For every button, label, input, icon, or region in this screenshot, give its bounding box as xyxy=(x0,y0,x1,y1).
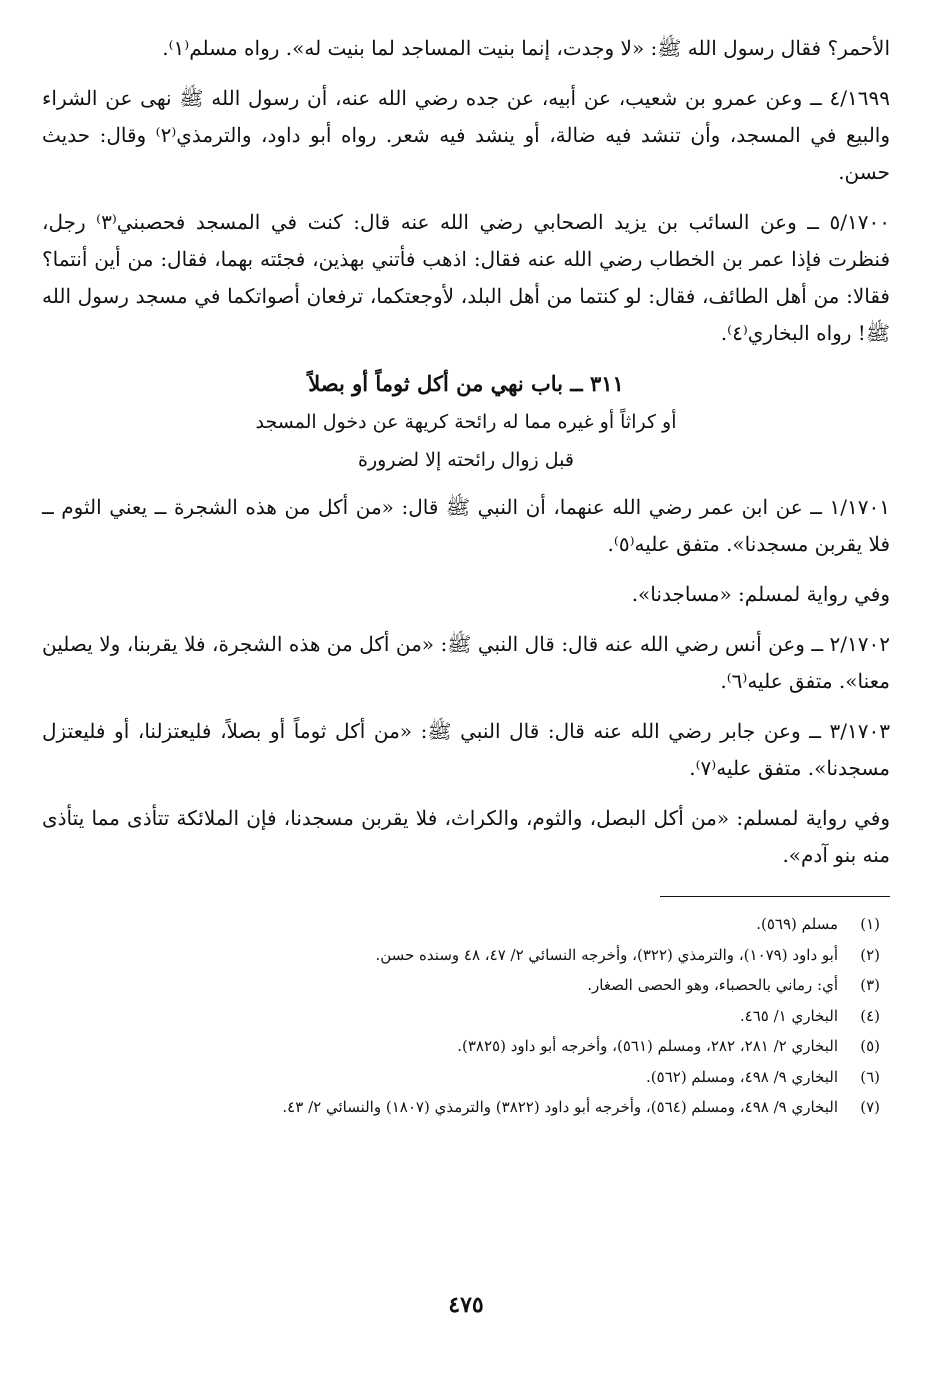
footnote-text: أي: رماني بالحصباء، وهو الحصى الصغار. xyxy=(587,976,838,994)
chapter-heading xyxy=(42,365,890,479)
chapter-subtitle-line-3: قبل زوال رائحته إلا لضرورة xyxy=(358,449,574,471)
footnote-number: (٥) xyxy=(860,1037,880,1055)
paragraph-hadith-1703: ٣/١٧٠٣ ــ وعن جابر رضي الله عنه قال: قال النبي ﷺ: «من أكل ثوماً أو بصلاً، فليعتزلنا، أو فليعتزل مسجدنا». متفق عليه⁽٧⁾. xyxy=(42,719,890,780)
footnotes xyxy=(42,909,890,1123)
paragraph-hadith-1700: ٥/١٧٠٠ ــ وعن السائب بن يزيد الصحابي رضي الله عنه قال: كنت في المسجد فحصبني⁽٣⁾ رجل، فنظرت فإذا عمر بن الخطاب رضي الله عنه فقال: اذهب فأتني بهذين، فجئته بهما، فقال: من أين أنتما؟ فقالا: من أهل الطائف، فقال: لو كنتما من أهل البلد، لأوجعتكما، ترفعان أصواتكما في مسجد رسول الله ﷺ! رواه البخاري⁽٤⁾. xyxy=(42,210,890,345)
footnote-text: البخاري ٩/ ٤٩٨، ومسلم (٥٦٤)، وأخرجه أبو داود (٣٨٢٢) والترمذي (١٨٠٧) والنسائي ٢/ ٤٣. xyxy=(282,1098,838,1116)
footnote xyxy=(42,970,890,1001)
footnote-number: (٤) xyxy=(860,1006,880,1025)
footnote-number: (٦) xyxy=(860,1067,880,1086)
footnote xyxy=(42,1092,890,1123)
footnote-divider xyxy=(660,896,890,897)
footnote-number: (٢) xyxy=(860,945,880,964)
footnote-number: (٣) xyxy=(860,976,880,994)
paragraph-muslim-narration-2: وفي رواية لمسلم: «من أكل البصل، والثوم، والكراث، فلا يقربن مسجدنا، فإن الملائكة تتأذى مما يتأذى منه بنو آدم». xyxy=(42,806,890,867)
paragraph-hadith-end-1698: الأحمر؟ فقال رسول الله ﷺ: «لا وجدت، إنما بنيت المساجد لما بنيت له». رواه مسلم⁽١⁾. xyxy=(162,36,890,60)
paragraph-hadith-1702: ٢/١٧٠٢ ــ وعن أنس رضي الله عنه قال: قال النبي ﷺ: «من أكل من هذه الشجرة، فلا يقربنا، ولا يصلين معنا». متفق عليه⁽٦⁾. xyxy=(42,632,890,693)
footnote-number: (١) xyxy=(860,915,880,933)
page-number: ٤٧٥ xyxy=(448,1292,484,1318)
footnote xyxy=(42,1001,890,1032)
footnote xyxy=(42,909,890,940)
paragraph-hadith-1699: ٤/١٦٩٩ ــ وعن عمرو بن شعيب، عن أبيه، عن جده رضي الله عنه، أن رسول الله ﷺ نهى عن الشراء والبيع في المسجد، وأن تنشد فيه ضالة، أو ينشد فيه شعر. رواه أبو داود، والترمذي⁽٢⁾ وقال: حديث حسن. xyxy=(42,86,891,184)
footnote-number: (٧) xyxy=(860,1098,880,1116)
footnote-text: مسلم (٥٦٩). xyxy=(756,915,838,933)
footnote-text: أبو داود (١٠٧٩)، والترمذي (٣٢٢)، وأخرجه النسائي ٢/ ٤٧، ٤٨ وسنده حسن. xyxy=(375,945,838,964)
footnote-text: البخاري ٢/ ٢٨١، ٢٨٢، ومسلم (٥٦١)، وأخرجه أبو داود (٣٨٢٥). xyxy=(457,1037,838,1055)
chapter-title: ٣١١ ــ باب نهي من أكل ثوماً أو بصلاً xyxy=(308,371,624,396)
footnote xyxy=(42,940,890,971)
chapter-subtitle-line-2: أو كراثاً أو غيره مما له رائحة كريهة عن دخول المسجد xyxy=(255,411,677,433)
footnote-text: البخاري ٩/ ٤٩٨، ومسلم (٥٦٢). xyxy=(646,1067,838,1086)
paragraph-hadith-1701: ١/١٧٠١ ــ عن ابن عمر رضي الله عنهما، أن النبي ﷺ قال: «من أكل من هذه الشجرة ــ يعني الثوم ــ فلا يقربن مسجدنا». متفق عليه⁽٥⁾. xyxy=(42,495,890,556)
main-text xyxy=(42,30,890,874)
footnote xyxy=(42,1031,890,1062)
footnote-text: البخاري ١/ ٤٦٥. xyxy=(739,1006,838,1025)
paragraph-muslim-narration-1: وفي رواية لمسلم: «مساجدنا». xyxy=(631,582,890,606)
footnote xyxy=(42,1062,890,1093)
